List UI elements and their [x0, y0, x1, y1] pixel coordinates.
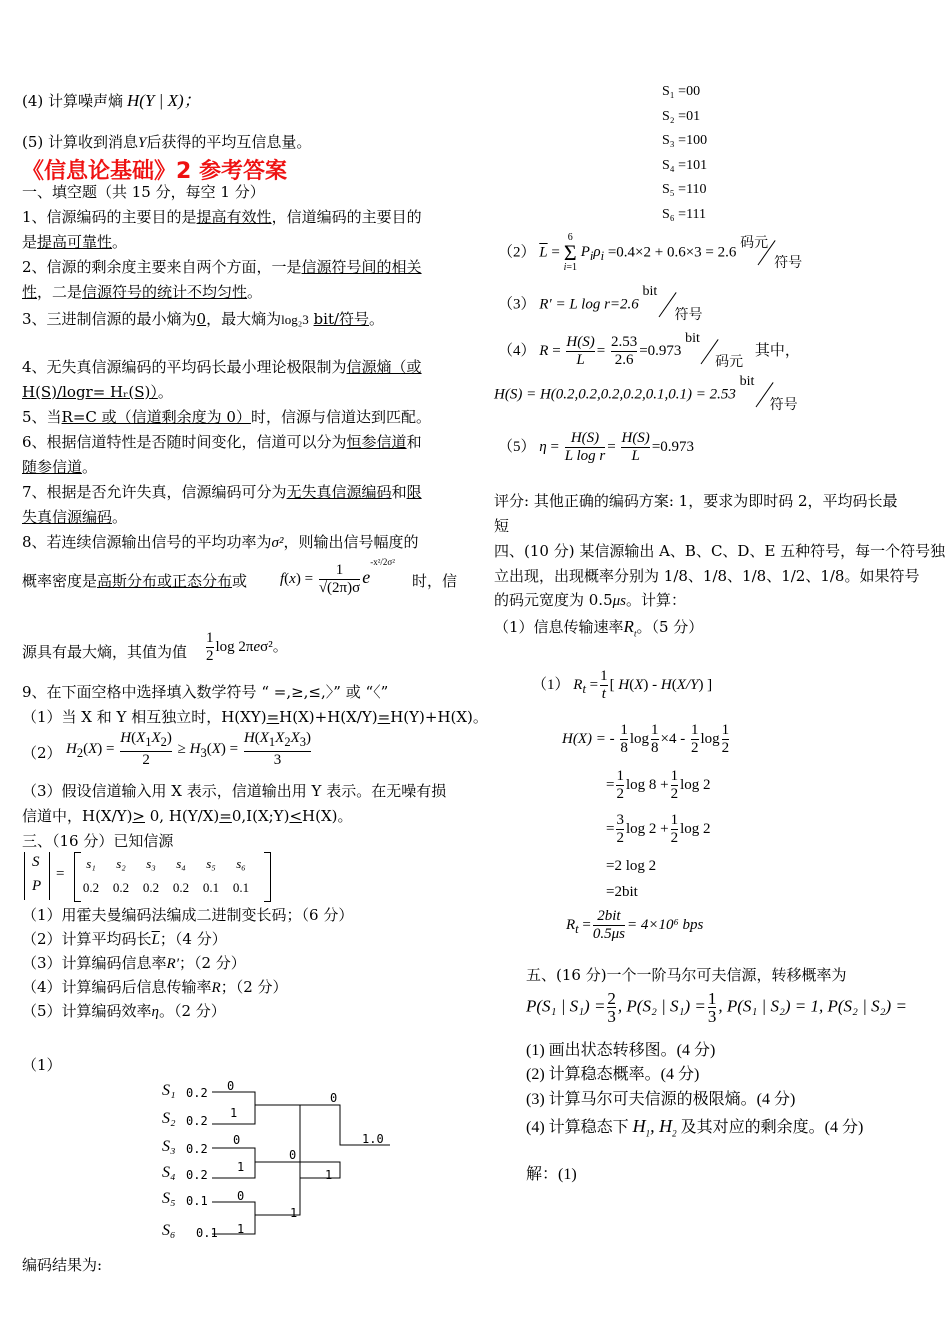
fill-8: 8、若连续信源输出信号的平均功率为σ²，则输出信号幅度的: [22, 533, 419, 551]
source-symbol: s₃: [146, 856, 156, 871]
section-4-text-2: 的码元宽度为 0.5μs。计算：: [494, 591, 687, 609]
tree-bit: 1: [325, 1168, 333, 1182]
tree-bit: 0: [233, 1133, 241, 1147]
fill-9-2-label: （2）: [22, 744, 62, 762]
code-word: S₃ =100: [662, 133, 708, 149]
tree-bit: 1: [230, 1106, 238, 1120]
source-probability: 0.2: [82, 880, 100, 895]
section-5-heading: 五、(16 分)一个一阶马尔可夫信源，转移概率为: [526, 966, 847, 984]
code-word: S₂ =01: [662, 108, 701, 124]
source-symbol: s₄: [176, 856, 186, 871]
source-symbol: s₁: [86, 856, 96, 871]
source-matrix: S P = s₁ s₂ s₃ s₄ s₅ s₆ 0.2 0.2 0.2 0.2 0.1 0.1: [24, 852, 274, 900]
tree-probability: 0.2: [186, 1114, 208, 1128]
section-1-heading: 一、填空题（共 15 分，每空 1 分）: [22, 183, 265, 201]
fill-9-3-cont: 信道中，H(X/Y)> 0, H(Y/X)=0,I(X;Y)<H(X)。: [22, 807, 353, 825]
fill-7: 7、根据是否允许失真，信源编码可分为无失真信源编码和限: [22, 483, 422, 501]
tree-bit: 1: [290, 1206, 298, 1220]
fill-8-cont: 概率密度是高斯分布或正态分布或: [22, 572, 248, 590]
s4-q1: （1）信息传输速率$R_t$。（5 分）: [494, 617, 704, 639]
fill-3: 3、三进制信源的最小熵为0，最大熵为log₂3 bit/符号。: [22, 310, 385, 328]
fill-6: 6、根据信道特性是否随时间变化，信道可以分为恒参信道和: [22, 433, 422, 451]
s5-q3: (3) 计算马尔可夫信源的极限熵。(4 分): [526, 1091, 796, 1108]
fill-7-cont: 失真信源编码。: [22, 508, 128, 526]
tree-symbol: S₄: [162, 1164, 176, 1181]
transfer-rate: （4） R = $\frac{H(S)}{L}$ = $\frac{2.53}{2.6}$ =0.973 bit 码元 其中，: [498, 330, 800, 370]
fill-9-1: （1）当 X 和 Y 相互独立时，H(XY)=H(X)+H(X/Y)=H(Y)+H(X)。: [22, 708, 488, 726]
tree-symbol: S₃: [162, 1138, 176, 1155]
hx-line-5: =2bit: [606, 884, 638, 900]
page-title: 《信息论基础》2 参考答案: [22, 159, 287, 184]
gaussian-formula: f(x) = $\frac{1}{√(2\pi)\sigma}$ $e^{-x^2/2\sigma^2}$: [280, 556, 395, 596]
tree-probability: 0.1: [186, 1194, 208, 1208]
tree-probability: 0.2: [186, 1168, 208, 1182]
source-probability: 0.2: [112, 880, 130, 895]
source-probability: 0.2: [142, 880, 160, 895]
transition-probs: P(S₁ | S₁) = $\frac{2}{3}$ , P(S₂ | S₁) = $\frac{1}{3}$ , P(S₁ | S₂) = 1, P(S₂ | S₂) =: [526, 989, 907, 1026]
tree-probability: 0.1: [196, 1226, 218, 1240]
s5-q2: (2) 计算稳态概率。(4 分): [526, 1066, 700, 1083]
rt-formula: （1） $R_t$ = $\frac{1}{t}$ [ H(X) - H(X/Y) ]: [532, 668, 713, 702]
question-5: (5) 计算收到消息Y后获得的平均互信息量。: [22, 133, 312, 151]
code-result-label: 编码结果为:: [22, 1256, 103, 1274]
hx-line-1: H(X) = - $\frac{1}{8}$ log $\frac{1}{8}$ ×4 - $\frac{1}{2}$ log $\frac{1}{2}$: [562, 722, 730, 756]
fill-9-3: （3）假设信道输入用 X 表示，信道输出用 Y 表示。在无噪有损: [22, 782, 447, 800]
source-symbol: s₅: [206, 856, 216, 871]
rt-value: $R_t$ = $\frac{\text{2bit}}{0.5\mu s}$ = 4×10⁶ bps: [566, 908, 704, 942]
section-4-text: 立出现，出现概率分别为 1/8、1/8、1/8、1/2、1/8。如果符号: [494, 567, 920, 585]
hx-line-2: = $\frac{1}{2}$ log 8 + $\frac{1}{2}$ log 2: [606, 768, 711, 802]
source-symbol: s₂: [116, 856, 126, 871]
s3-q4: （4）计算编码后信息传输率R；（2 分）: [22, 978, 288, 996]
s5-q1: (1) 画出状态转移图。(4 分): [526, 1042, 716, 1059]
tree-bit: 0: [289, 1148, 297, 1162]
s5-q4: (4) 计算稳态下 $H_1$, $H_2$ 及其对应的剩余度。(4 分): [526, 1116, 864, 1139]
s3-q2: （2）计算平均码长$\overline{L}$；（4 分）: [22, 930, 227, 948]
avg-code-length: （2） $\overline{L} = 6$ Σ i=1 $P_i\rho_i =0.4\times 2 + 0.6\times 3 = 2.6$ 码元 符号: [498, 232, 803, 273]
source-symbol: s₆: [236, 856, 246, 871]
tree-bit: 1: [237, 1160, 245, 1174]
answer-1-label: （1）: [22, 1056, 62, 1074]
code-word: S₄ =101: [662, 157, 708, 173]
tree-symbol: S₁: [162, 1082, 176, 1099]
source-probability: 0.1: [202, 880, 220, 895]
code-word: S₆ =111: [662, 207, 707, 222]
fill-8-end: 源具有最大熵，其值为值: [22, 643, 188, 661]
tree-bit: 0: [227, 1079, 235, 1093]
s5-answer: 解：(1): [526, 1166, 577, 1183]
tree-bit: 1: [237, 1222, 245, 1236]
scoring-note: 评分: 其他正确的编码方案: 1，要求为即时码 2，平均码长最: [494, 492, 898, 510]
section-4-heading: 四、(10 分) 某信源输出 A、B、C、D、E 五种符号，每一个符号独: [494, 542, 946, 560]
code-efficiency: （5） η = $\frac{H(S)}{\text{L log r}}$ = $\frac{H(S)}{L}$ =0.973: [498, 430, 695, 464]
s3-q3: （3）计算编码信息率R′；（2 分）: [22, 954, 246, 972]
tree-probability: 0.2: [186, 1142, 208, 1156]
source-probability: 0.2: [172, 880, 190, 895]
fill-5: 5、当R=C 或（信道剩余度为 0）时，信源与信道达到匹配。: [22, 408, 431, 426]
fill-1-cont: 是提高可靠性。: [22, 233, 128, 251]
fill-1: 1、信源编码的主要目的是提高有效性，信道编码的主要目的: [22, 208, 422, 226]
fill-9-2-formula: $H_2(X)$ = $\frac{H(X_1X_2)}{2}$ ≥ $H_3(X)$ = $\frac{H(X_1X_2X_3)}{3}$: [66, 730, 311, 768]
scoring-note-cont: 短: [494, 517, 510, 535]
info-rate: （3） R′ = L log r=2.6 bit 符号: [498, 284, 703, 323]
tree-bit: 0: [330, 1091, 338, 1105]
s3-q5: （5）计算编码效率η。（2 分）: [22, 1002, 226, 1020]
tree-symbol: S₂: [162, 1110, 176, 1127]
hx-line-4: =2 log 2: [606, 858, 657, 874]
tree-bit: 0: [237, 1189, 245, 1203]
section-3-heading: 三、（16 分）已知信源: [22, 832, 174, 850]
fill-4: 4、无失真信源编码的平均码长最小理论极限制为信源熵（或: [22, 358, 422, 376]
tree-probability: 0.2: [186, 1086, 208, 1100]
code-word: S₅ =110: [662, 182, 707, 198]
fill-9: 9、在下面空格中选择填入数学符号 “ =,≥,≤,〉” 或 “〈”: [22, 683, 389, 701]
tree-symbol: S₅: [162, 1190, 176, 1207]
tree-root: 1.0: [362, 1132, 384, 1146]
tree-symbol: S₆: [162, 1222, 176, 1239]
fill-2-cont: 性，二是信源符号的统计不均匀性。: [22, 283, 263, 301]
fill-2: 2、信源的剩余度主要来自两个方面，一是信源符号间的相关: [22, 258, 422, 276]
s3-q1: （1）用霍夫曼编码法编成二进制变长码；（6 分）: [22, 906, 354, 924]
fill-6-cont: 随参信道。: [22, 458, 98, 476]
code-word: S₁ =00: [662, 84, 701, 99]
fill-4-cont: H(S)/logr= Hᵣ(S)）。: [22, 383, 173, 401]
source-entropy: H(S) = H(0.2,0.2,0.2,0.2,0.1,0.1) = 2.53 bit 符号: [494, 374, 798, 413]
question-4: (4) 计算噪声熵 H(Y | X)；: [22, 91, 201, 110]
source-probability: 0.1: [232, 880, 250, 895]
hx-line-3: = $\frac{3}{2}$ log 2 + $\frac{1}{2}$ log 2: [606, 812, 711, 846]
max-entropy-formula: $\frac{1}{2}$ log 2πeσ²。: [206, 630, 288, 664]
